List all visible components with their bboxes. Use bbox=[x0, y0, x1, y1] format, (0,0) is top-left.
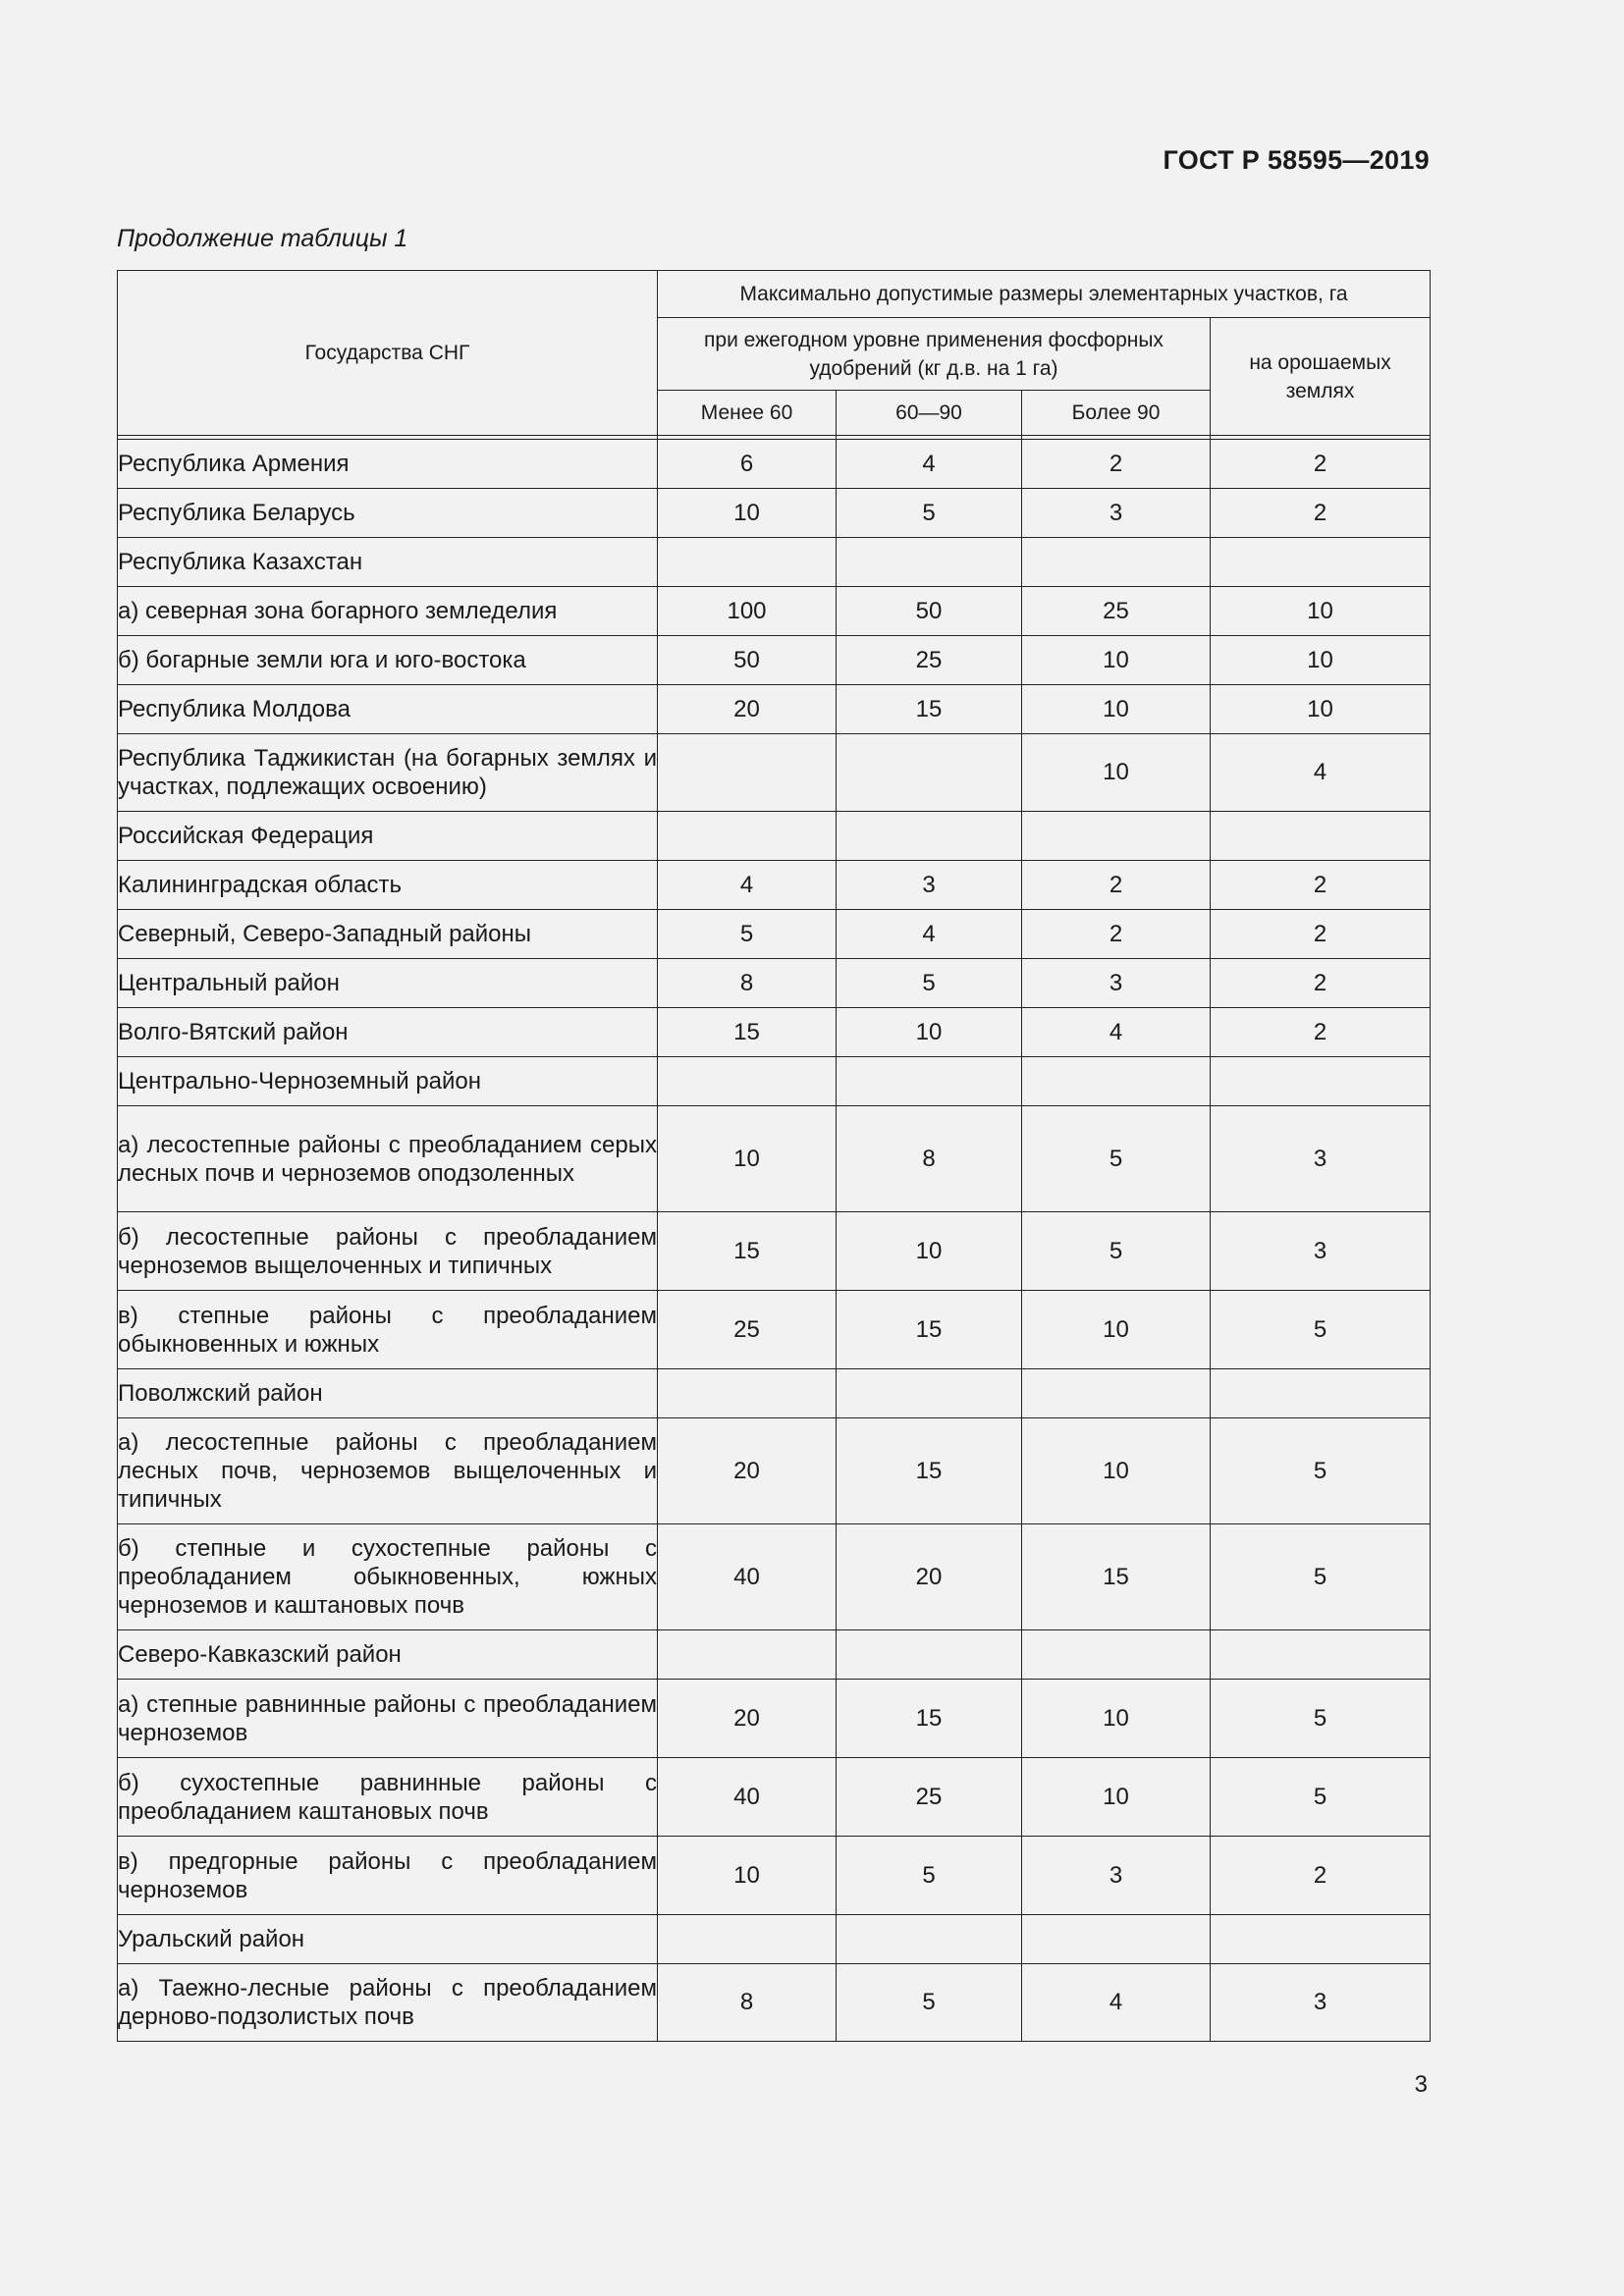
cell-more-90: 5 bbox=[1022, 1212, 1211, 1291]
cell-irrigated: 5 bbox=[1211, 1758, 1431, 1837]
cell-irrigated: 10 bbox=[1211, 636, 1431, 685]
cell-less-60: 40 bbox=[658, 1758, 837, 1837]
row-name: Центральный район bbox=[118, 959, 658, 1008]
cell-more-90: 5 bbox=[1022, 1106, 1211, 1212]
cell-more-90: 3 bbox=[1022, 959, 1211, 1008]
cell-irrigated: 2 bbox=[1211, 861, 1431, 910]
cell-irrigated bbox=[1211, 538, 1431, 587]
page-number: 3 bbox=[1414, 2071, 1428, 2098]
row-name: Калининградская область bbox=[118, 861, 658, 910]
cell-60-90: 15 bbox=[837, 1680, 1022, 1758]
row-name: Республика Таджикистан (на богарных землях и участках, подлежащих освоению) bbox=[118, 734, 658, 812]
column-header-more-90: Более 90 bbox=[1022, 391, 1211, 436]
column-header-states: Государства СНГ bbox=[118, 271, 658, 436]
cell-60-90 bbox=[837, 1915, 1022, 1964]
cell-more-90: 10 bbox=[1022, 636, 1211, 685]
cell-less-60 bbox=[658, 812, 837, 861]
table-row bbox=[118, 538, 1431, 587]
cell-irrigated bbox=[1211, 812, 1431, 861]
row-name: Волго-Вятский район bbox=[118, 1008, 658, 1057]
cell-less-60: 20 bbox=[658, 685, 837, 734]
row-name: Республика Армения bbox=[118, 440, 658, 489]
cell-more-90 bbox=[1022, 1630, 1211, 1680]
table-row bbox=[118, 1418, 1431, 1524]
cell-less-60 bbox=[658, 538, 837, 587]
cell-less-60: 6 bbox=[658, 440, 837, 489]
cell-more-90: 15 bbox=[1022, 1524, 1211, 1630]
row-name: а) лесостепные районы с преобладанием лесных почв, черноземов выщелоченных и типичных bbox=[118, 1418, 658, 1524]
cell-irrigated: 2 bbox=[1211, 910, 1431, 959]
cell-60-90 bbox=[837, 812, 1022, 861]
cell-60-90: 25 bbox=[837, 1758, 1022, 1837]
table-row bbox=[118, 1057, 1431, 1106]
cell-less-60: 40 bbox=[658, 1524, 837, 1630]
table-row bbox=[118, 1369, 1431, 1418]
cell-irrigated: 2 bbox=[1211, 959, 1431, 1008]
cell-irrigated: 10 bbox=[1211, 685, 1431, 734]
row-name: Уральский район bbox=[118, 1915, 658, 1964]
cell-more-90: 10 bbox=[1022, 1418, 1211, 1524]
cell-60-90: 15 bbox=[837, 685, 1022, 734]
cell-less-60: 10 bbox=[658, 489, 837, 538]
cell-irrigated: 2 bbox=[1211, 440, 1431, 489]
cell-more-90 bbox=[1022, 1369, 1211, 1418]
cell-more-90: 10 bbox=[1022, 1291, 1211, 1369]
cell-irrigated bbox=[1211, 1369, 1431, 1418]
cell-irrigated: 4 bbox=[1211, 734, 1431, 812]
table-row bbox=[118, 812, 1431, 861]
row-name: б) степные и сухостепные районы с преобладанием обыкновенных, южных черноземов и каштановых почв bbox=[118, 1524, 658, 1630]
cell-irrigated: 3 bbox=[1211, 1212, 1431, 1291]
table-row bbox=[118, 1630, 1431, 1680]
cell-60-90: 25 bbox=[837, 636, 1022, 685]
cell-60-90 bbox=[837, 1369, 1022, 1418]
cell-more-90: 25 bbox=[1022, 587, 1211, 636]
document-code: ГОСТ Р 58595—2019 bbox=[1163, 145, 1430, 175]
row-name: Северный, Северо-Западный районы bbox=[118, 910, 658, 959]
cell-less-60: 25 bbox=[658, 1291, 837, 1369]
cell-60-90: 15 bbox=[837, 1418, 1022, 1524]
table-row bbox=[118, 1915, 1431, 1964]
cell-irrigated: 2 bbox=[1211, 1837, 1431, 1915]
cell-60-90: 4 bbox=[837, 440, 1022, 489]
cell-more-90: 10 bbox=[1022, 734, 1211, 812]
cell-more-90 bbox=[1022, 812, 1211, 861]
cell-less-60: 20 bbox=[658, 1680, 837, 1758]
column-header-annual-level: при ежегодном уровне применения фосфорных удобрений (кг д.в. на 1 га) bbox=[658, 318, 1211, 391]
cell-irrigated: 3 bbox=[1211, 1964, 1431, 2042]
column-header-less-60: Менее 60 bbox=[658, 391, 837, 436]
cell-less-60: 8 bbox=[658, 959, 837, 1008]
column-header-irrigated: на орошаемых землях bbox=[1211, 318, 1431, 436]
cell-more-90: 2 bbox=[1022, 861, 1211, 910]
table-row bbox=[118, 734, 1431, 812]
cell-irrigated: 10 bbox=[1211, 587, 1431, 636]
cell-less-60: 50 bbox=[658, 636, 837, 685]
table-row bbox=[118, 636, 1431, 685]
cell-60-90: 4 bbox=[837, 910, 1022, 959]
cell-less-60: 8 bbox=[658, 1964, 837, 2042]
table-row bbox=[118, 685, 1431, 734]
cell-less-60 bbox=[658, 734, 837, 812]
cell-less-60: 20 bbox=[658, 1418, 837, 1524]
cell-irrigated: 2 bbox=[1211, 1008, 1431, 1057]
cell-irrigated bbox=[1211, 1630, 1431, 1680]
cell-more-90: 10 bbox=[1022, 685, 1211, 734]
row-name: в) предгорные районы с преобладанием черноземов bbox=[118, 1837, 658, 1915]
cell-more-90: 10 bbox=[1022, 1758, 1211, 1837]
cell-less-60: 10 bbox=[658, 1106, 837, 1212]
cell-irrigated bbox=[1211, 1057, 1431, 1106]
cell-more-90: 2 bbox=[1022, 910, 1211, 959]
table-row bbox=[118, 1008, 1431, 1057]
cell-60-90: 15 bbox=[837, 1291, 1022, 1369]
row-name: б) сухостепные равнинные районы с преобладанием каштановых почв bbox=[118, 1758, 658, 1837]
cell-more-90: 10 bbox=[1022, 1680, 1211, 1758]
cell-60-90 bbox=[837, 538, 1022, 587]
table-row bbox=[118, 1106, 1431, 1212]
table-row bbox=[118, 1837, 1431, 1915]
cell-60-90: 5 bbox=[837, 1837, 1022, 1915]
cell-60-90: 5 bbox=[837, 489, 1022, 538]
table-row bbox=[118, 1524, 1431, 1630]
cell-60-90: 5 bbox=[837, 1964, 1022, 2042]
row-name: б) богарные земли юга и юго-востока bbox=[118, 636, 658, 685]
cell-less-60: 10 bbox=[658, 1837, 837, 1915]
table-row bbox=[118, 1680, 1431, 1758]
row-name: Республика Молдова bbox=[118, 685, 658, 734]
cell-irrigated: 3 bbox=[1211, 1106, 1431, 1212]
cell-irrigated: 5 bbox=[1211, 1418, 1431, 1524]
cell-60-90 bbox=[837, 1057, 1022, 1106]
table-row bbox=[118, 1212, 1431, 1291]
cell-60-90: 8 bbox=[837, 1106, 1022, 1212]
cell-more-90: 4 bbox=[1022, 1008, 1211, 1057]
row-name: Республика Казахстан bbox=[118, 538, 658, 587]
table-row bbox=[118, 861, 1431, 910]
cell-more-90 bbox=[1022, 538, 1211, 587]
column-header-max-sizes: Максимально допустимые размеры элементарных участков, га bbox=[658, 271, 1431, 318]
cell-more-90 bbox=[1022, 1057, 1211, 1106]
row-name: а) Таежно-лесные районы с преобладанием дерново-подзолистых почв bbox=[118, 1964, 658, 2042]
row-name: Республика Беларусь bbox=[118, 489, 658, 538]
table-body bbox=[118, 440, 1431, 2042]
cell-more-90: 2 bbox=[1022, 440, 1211, 489]
fertilizer-plot-size-table bbox=[117, 270, 1431, 2042]
cell-less-60: 15 bbox=[658, 1212, 837, 1291]
cell-60-90: 20 bbox=[837, 1524, 1022, 1630]
row-name: в) степные районы с преобладанием обыкновенных и южных bbox=[118, 1291, 658, 1369]
cell-60-90 bbox=[837, 1630, 1022, 1680]
cell-60-90: 3 bbox=[837, 861, 1022, 910]
row-name: а) степные равнинные районы с преобладанием черноземов bbox=[118, 1680, 658, 1758]
table-row bbox=[118, 1291, 1431, 1369]
cell-irrigated bbox=[1211, 1915, 1431, 1964]
cell-irrigated: 2 bbox=[1211, 489, 1431, 538]
row-name: Российская Федерация bbox=[118, 812, 658, 861]
cell-less-60: 15 bbox=[658, 1008, 837, 1057]
cell-60-90: 50 bbox=[837, 587, 1022, 636]
cell-less-60 bbox=[658, 1057, 837, 1106]
row-name: Центрально-Черноземный район bbox=[118, 1057, 658, 1106]
cell-60-90: 5 bbox=[837, 959, 1022, 1008]
table-row bbox=[118, 440, 1431, 489]
cell-less-60: 4 bbox=[658, 861, 837, 910]
row-name: а) северная зона богарного земледелия bbox=[118, 587, 658, 636]
cell-irrigated: 5 bbox=[1211, 1524, 1431, 1630]
cell-60-90: 10 bbox=[837, 1212, 1022, 1291]
column-header-60-90: 60—90 bbox=[837, 391, 1022, 436]
table-row bbox=[118, 1758, 1431, 1837]
cell-less-60: 100 bbox=[658, 587, 837, 636]
table-row bbox=[118, 489, 1431, 538]
table-row bbox=[118, 587, 1431, 636]
row-name: б) лесостепные районы с преобладанием черноземов выщелоченных и типичных bbox=[118, 1212, 658, 1291]
row-name: а) лесостепные районы с преобладанием серых лесных почв и черноземов оподзоленных bbox=[118, 1106, 658, 1212]
row-name: Северо-Кавказский район bbox=[118, 1630, 658, 1680]
table-row bbox=[118, 959, 1431, 1008]
cell-60-90 bbox=[837, 734, 1022, 812]
cell-irrigated: 5 bbox=[1211, 1680, 1431, 1758]
cell-irrigated: 5 bbox=[1211, 1291, 1431, 1369]
table-caption: Продолжение таблицы 1 bbox=[117, 225, 408, 252]
cell-more-90: 3 bbox=[1022, 1837, 1211, 1915]
cell-more-90 bbox=[1022, 1915, 1211, 1964]
table-row bbox=[118, 1964, 1431, 2042]
cell-less-60 bbox=[658, 1369, 837, 1418]
cell-more-90: 3 bbox=[1022, 489, 1211, 538]
cell-less-60 bbox=[658, 1630, 837, 1680]
cell-less-60: 5 bbox=[658, 910, 837, 959]
cell-60-90: 10 bbox=[837, 1008, 1022, 1057]
cell-more-90: 4 bbox=[1022, 1964, 1211, 2042]
table-row bbox=[118, 910, 1431, 959]
row-name: Поволжский район bbox=[118, 1369, 658, 1418]
cell-less-60 bbox=[658, 1915, 837, 1964]
